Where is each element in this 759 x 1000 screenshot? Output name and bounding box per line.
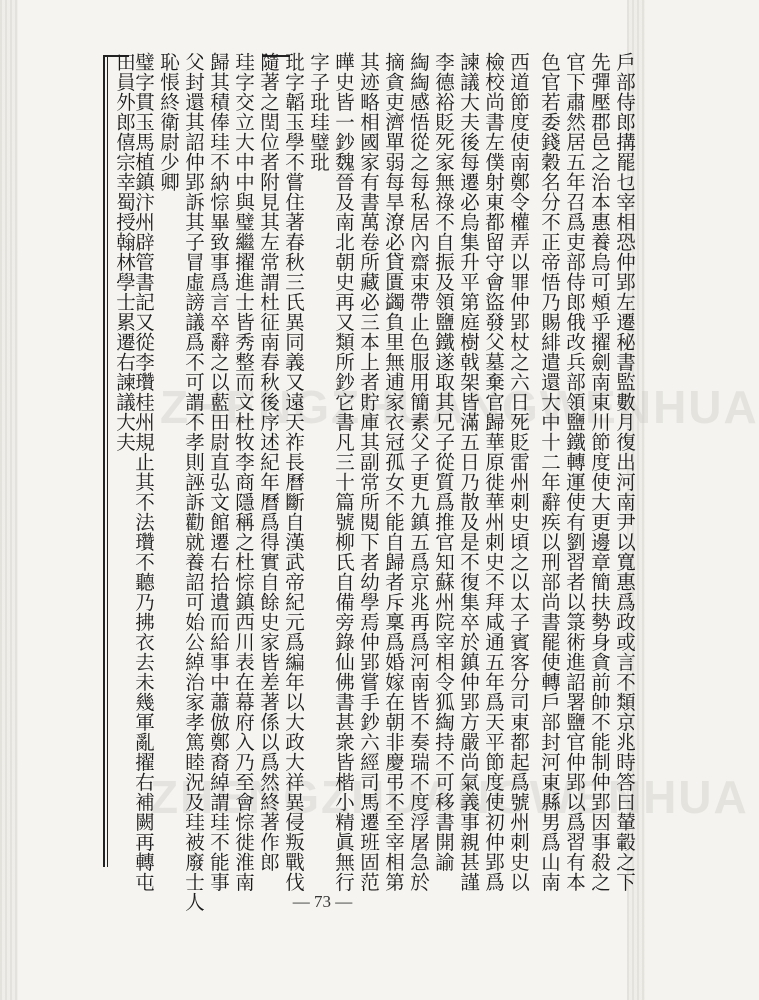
text-column: 西道節度使南鄭令權弄以罪仲郢杖之六日死貶雷州刺史頃之以太子賓客分司東都起爲號州刺史以 [507, 52, 530, 892]
text-column: 隨著之閏位者附見其左常謂杜征南春秋後序述紀年曆爲得實自餘史家皆差著係以爲然終著作郎 [257, 52, 280, 872]
text-column: 珪字交立大中中與璧繼擢進士皆秀整而文杜牧李商隱稱之杜悰鎮西川表在幕府入乃至會悰徙淮南 [232, 52, 255, 892]
text-column: 歸其積俸珪不納悰畢致事爲言卒辭之以藍田尉直弘文館遷右拾遺而給事中蕭倣鄭裔綽謂珪不能事 [207, 52, 230, 892]
left-page-bleed [0, 0, 18, 1000]
text-column: 李德裕貶死家無祿不自振及領鹽鐵遂取其兄子從質爲推官知蘇州院宰相令狐綯持不可移書開諭 [432, 52, 455, 872]
text-column: 玭字韜玉學不嘗住著春秋三氏異同義又遠天祚長曆斷自漢武帝紀元爲編年以大政大祥異侵叛戰伐 [282, 52, 305, 892]
text-column: 其迹略相國家有書萬卷所藏必三本上者貯庫其副常所閱下者幼學焉仲郢嘗手鈔六經司馬遷班固范 [357, 52, 380, 892]
text-column: 摘貪吏濟單弱每旱潦必貸匱蠲負里無逋家衣冠孤女不能自歸者斥稟爲婚嫁在朝非慶弔不至宰相第 [382, 52, 405, 892]
left-border-inner-line [107, 55, 108, 867]
text-column: 父封還其詔仲郢訴其子冒虛謗議爲不可謂不孝則誣訴勸就養詔可始公綽治家孝篤睦況及珪被廢士人 [182, 52, 205, 912]
text-column: 諫議大夫後每遷必烏集升平第庭樹戟架皆滿五日乃散及是不復集卒於鎮仲郢方嚴尚氣義事親甚謹 [457, 52, 480, 892]
text-column: 恥悵終衛尉少卿 [157, 52, 180, 192]
left-border-line [103, 55, 105, 867]
text-column: 檢校尚書左僕射東都留守會盜發父墓棄官歸華原徙華州刺史不拜咸通五年爲天平節度使初仲郢爲 [482, 52, 505, 892]
text-column: 曄史皆一鈔魏晉及南北朝史再又類所鈔它書凡三十篇號柳氏自備旁錄仙佛書甚衆皆楷小精眞無行 [332, 52, 355, 892]
text-column: 璧字貫玉馬植鎮汴州辟管書記又從李瓚桂州規止其不法瓚不聽乃拂衣去未幾軍亂擢右補闕再轉屯 [132, 52, 155, 892]
text-column: 戶部侍郎搆罷乜宰相恐仲郢左遷秘書監數月復出河南尹以寬惠爲政或言不類京兆時答曰輦轂之下 [613, 52, 636, 892]
watermark: ZHENGZHUANGWENHUA [160, 381, 759, 433]
text-column: 字子玭珪璧玭 [307, 52, 330, 172]
page-number: — 73 — [292, 892, 353, 911]
text-column: 綯綯感悟從之每私居內齋束帶止色服用簡素父子更九鎮五爲京兆再爲河南皆不奏瑞不度浮屠急於 [407, 52, 430, 892]
text-column: 官下肅然居五年召爲吏部侍郎俄改兵部領鹽鐵轉運使有劉習者以箓術進詔署鹽官仲郢以爲習有本 [563, 52, 586, 892]
watermark: ZHENGZHUANGWENHUA [150, 771, 749, 823]
text-column: 先彈壓郡邑之治本惠養烏可頰乎擢劍南東川節度使大更邊章簡扶勢身貪前帥不能制仲郢因事殺之 [588, 52, 611, 892]
text-column: 色官若委錢穀名分不正帝悟乃賜緋遣還大中十二年辭疾以刑部尚書罷使轉戶部封河東縣男爲山南 [538, 52, 561, 892]
text-column: 田員外郎僖宗幸蜀授翰林學士累遷右諫議大夫 [113, 52, 136, 452]
